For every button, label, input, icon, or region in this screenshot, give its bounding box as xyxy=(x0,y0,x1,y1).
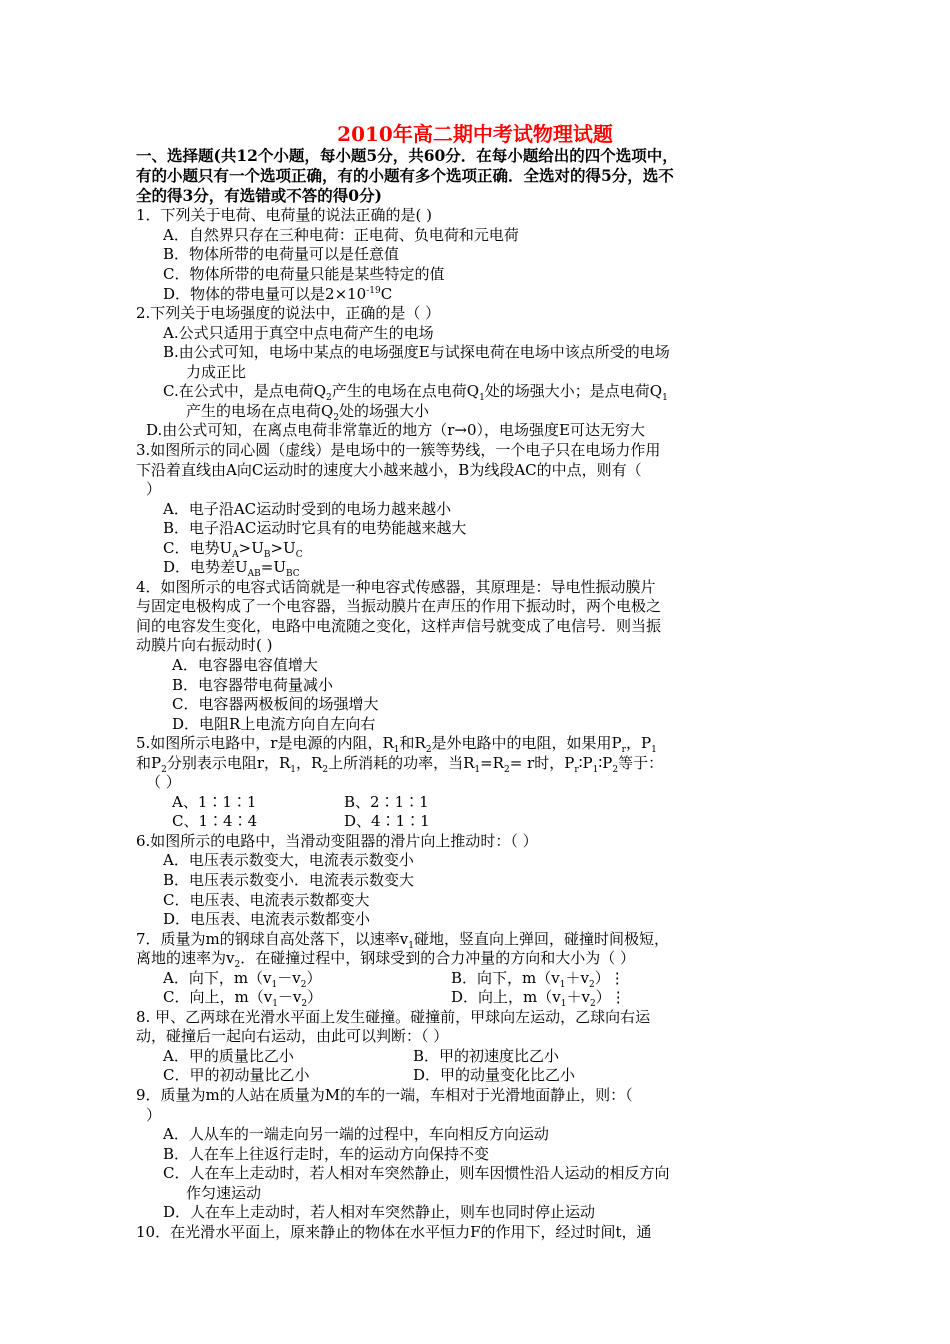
option-b: B．物体所带的电荷量可以是任意值 xyxy=(163,245,400,264)
question-stem: 和$P_2$分别表示电阻r，$R_1$，$R_2$上所消耗的功率，当$R_1=R_2= r$时，$P_r∶P_1∶P_2$等于： xyxy=(136,753,664,775)
question-stem: 间的电容发生变化，电路中电流随之变化，这样声信号就变成了电信号．则当振 xyxy=(136,616,662,635)
question-3 xyxy=(136,441,822,578)
option-c: C．物体所带的电荷量只能是某些特定的值 xyxy=(163,265,445,284)
option-row xyxy=(136,793,822,813)
option-c-continued: 作匀速运动 xyxy=(186,1183,262,1202)
option-c: C．甲的初动量比乙小 xyxy=(163,1066,310,1085)
option-a: A.公式只适用于真空中点电荷产生的电场 xyxy=(163,323,434,342)
option-row xyxy=(136,1047,822,1067)
option-c: C．电压表、电流表示数都变大 xyxy=(163,890,370,909)
question-2 xyxy=(136,304,822,441)
option-a: A．人从车的一端走向另一端的过程中，车向相反方向运动 xyxy=(163,1125,549,1144)
option-row xyxy=(136,812,822,832)
question-stem: 2.下列关于电场强度的说法中，正确的是（ ） xyxy=(136,304,441,323)
option-a: A．电容器电容值增大 xyxy=(172,655,318,674)
section-heading-line: 一、选择题(共12个小题，每小题5分，共60分．在每小题给出的四个选项中， xyxy=(136,146,678,165)
question-stem: 6.如图所示的电路中，当滑动变阻器的滑片向上推动时：（ ） xyxy=(136,831,538,850)
section-heading-line: 有的小题只有一个选项正确，有的小题有多个选项正确．全选对的得5分，选不 xyxy=(136,165,674,185)
option-b: B．人在车上往返行走时，车的运动方向保持不变 xyxy=(163,1144,490,1163)
option-b: B．甲的初速度比乙小 xyxy=(413,1046,560,1065)
question-stem: 10．在光滑水平面上，原来静止的物体在水平恒力F的作用下，经过时间t，通 xyxy=(136,1222,652,1241)
option-c: C．电容器两极板间的场强增大 xyxy=(172,695,379,714)
option-c: C、1∶4∶4 xyxy=(172,812,258,831)
option-b: B．电容器带电荷量减小 xyxy=(172,675,334,694)
option-d: D．人在车上走动时，若人相对车突然静止，则车也同时停止运动 xyxy=(163,1203,596,1222)
option-a: A、1∶1∶1 xyxy=(172,792,257,811)
option-d: D.由公式可知，在离点电荷非常靠近的地方（r→0），电场强度E可达无穷大 xyxy=(146,421,645,440)
option-d: D．电势差$U_{AB}=U_{BC}$ xyxy=(163,558,300,580)
option-c: C．向上，$m(v_1-v_2)$ xyxy=(163,988,323,1010)
question-stem: 与固定电极构成了一个电容器，当振动膜片在声压的作用下振动时，两个电极之 xyxy=(136,597,662,616)
option-d: D．向上，$m(v_1+v_2)⋮$ xyxy=(451,988,626,1010)
question-10 xyxy=(136,1223,822,1243)
option-d: D、4∶1∶1 xyxy=(344,812,430,831)
option-row xyxy=(136,969,822,989)
option-row xyxy=(136,988,822,1008)
option-b: B．电压表示数变小．电流表示数变大 xyxy=(163,870,415,889)
option-d: D．物体的带电量可以是$2\times 10^{-19}C$ xyxy=(163,284,393,303)
page-title: 2010年高二期中考试物理试题 xyxy=(337,122,613,146)
question-stem: 7．质量为m的钢球自高处落下，以速率$v_1$碰地，竖直向上弹回，碰撞时间极短， xyxy=(136,929,669,951)
question-stem: 动膜片向右振动时( ) xyxy=(136,636,273,655)
question-7 xyxy=(136,930,822,1008)
question-5 xyxy=(136,734,822,832)
option-d: D．电压表、电流表示数都变小 xyxy=(163,910,371,929)
option-a: A．电子沿AC运动时受到的电场力越来越小 xyxy=(163,499,452,518)
question-stem: 4．如图所示的电容式话筒就是一种电容式传感器，其原理是：导电性振动膜片 xyxy=(136,577,656,596)
option-b: B．电子沿AC运动时它具有的电势能越来越大 xyxy=(163,519,467,538)
question-stem: 下沿着直线由A向C运动时的速度大小越来越小，B为线段AC的中点，则有（ xyxy=(136,460,642,479)
question-4 xyxy=(136,578,822,734)
question-8 xyxy=(136,1008,822,1086)
question-stem: 3.如图所示的同心圆（虚线）是电场中的一簇等势线，一个电子只在电场力作用 xyxy=(136,440,661,459)
option-c: C．人在车上走动时，若人相对车突然静止，则车因惯性沿人运动的相反方向 xyxy=(163,1164,670,1183)
question-stem: 9．质量为m的人站在质量为M的车的一端，车相对于光滑地面静止，则：（ xyxy=(136,1086,633,1104)
option-b: B.由公式可知，电场中某点的电场强度E与试探电荷在电场中该点所受的电场 xyxy=(163,343,670,362)
option-d: D．甲的动量变化比乙小 xyxy=(413,1066,576,1085)
question-1 xyxy=(136,206,822,304)
option-row xyxy=(136,1066,822,1086)
option-b-continued: 力成正比 xyxy=(186,362,247,381)
question-stem: ） xyxy=(146,480,162,499)
option-d: D．电阻R上电流方向自左向右 xyxy=(172,714,376,733)
option-b: B．向下，$m(v_1+v_2)⋮$ xyxy=(451,968,625,990)
section-heading xyxy=(136,146,822,205)
question-6 xyxy=(136,832,822,930)
section-heading-line: 全的得3分，有选错或不答的得0分) xyxy=(136,185,382,205)
question-stem: 5.如图所示电路中，r是电源的内阻，$R_1$和$R_2$是外电路中的电阻，如果用$P_r$，$P_1$ xyxy=(136,734,657,756)
option-a: A．电压表示数变大，电流表示数变小 xyxy=(163,851,414,870)
question-stem: 1．下列关于电荷、电荷量的说法正确的是( ) xyxy=(136,206,433,225)
option-a: A．自然界只存在三种电荷：正电荷、负电荷和元电荷 xyxy=(163,225,519,244)
option-b: B、2∶1∶1 xyxy=(344,792,429,811)
question-9 xyxy=(136,1086,822,1223)
question-stem: （ ） xyxy=(146,773,181,792)
question-stem: 8. 甲、乙两球在光滑水平面上发生碰撞。碰撞前，甲球向左运动，乙球向右运 xyxy=(136,1007,651,1026)
option-c: C．电势$U_A>U_B>U_C$ xyxy=(163,538,303,560)
option-c-continued: 产生的电场在点电荷$Q_2$处的场强大小 xyxy=(186,401,430,423)
question-stem: 离地的速率为$v_2$．在碰撞过程中，钢球受到的合力冲量的方向和大小为（ ） xyxy=(136,949,635,971)
option-c: C.在公式中，是点电荷$Q_2$产生的电场在点电荷$Q_1$处的场强大小；是点电荷$Q_1$ xyxy=(163,382,668,404)
question-stem: 动，碰撞后一起向右运动，由此可以判断：（ ） xyxy=(136,1027,449,1046)
question-list xyxy=(136,146,822,1242)
question-stem: ） xyxy=(146,1105,162,1124)
option-a: A．甲的质量比乙小 xyxy=(163,1046,294,1065)
option-a: A．向下，$m(v_1-v_2)$ xyxy=(163,968,322,990)
